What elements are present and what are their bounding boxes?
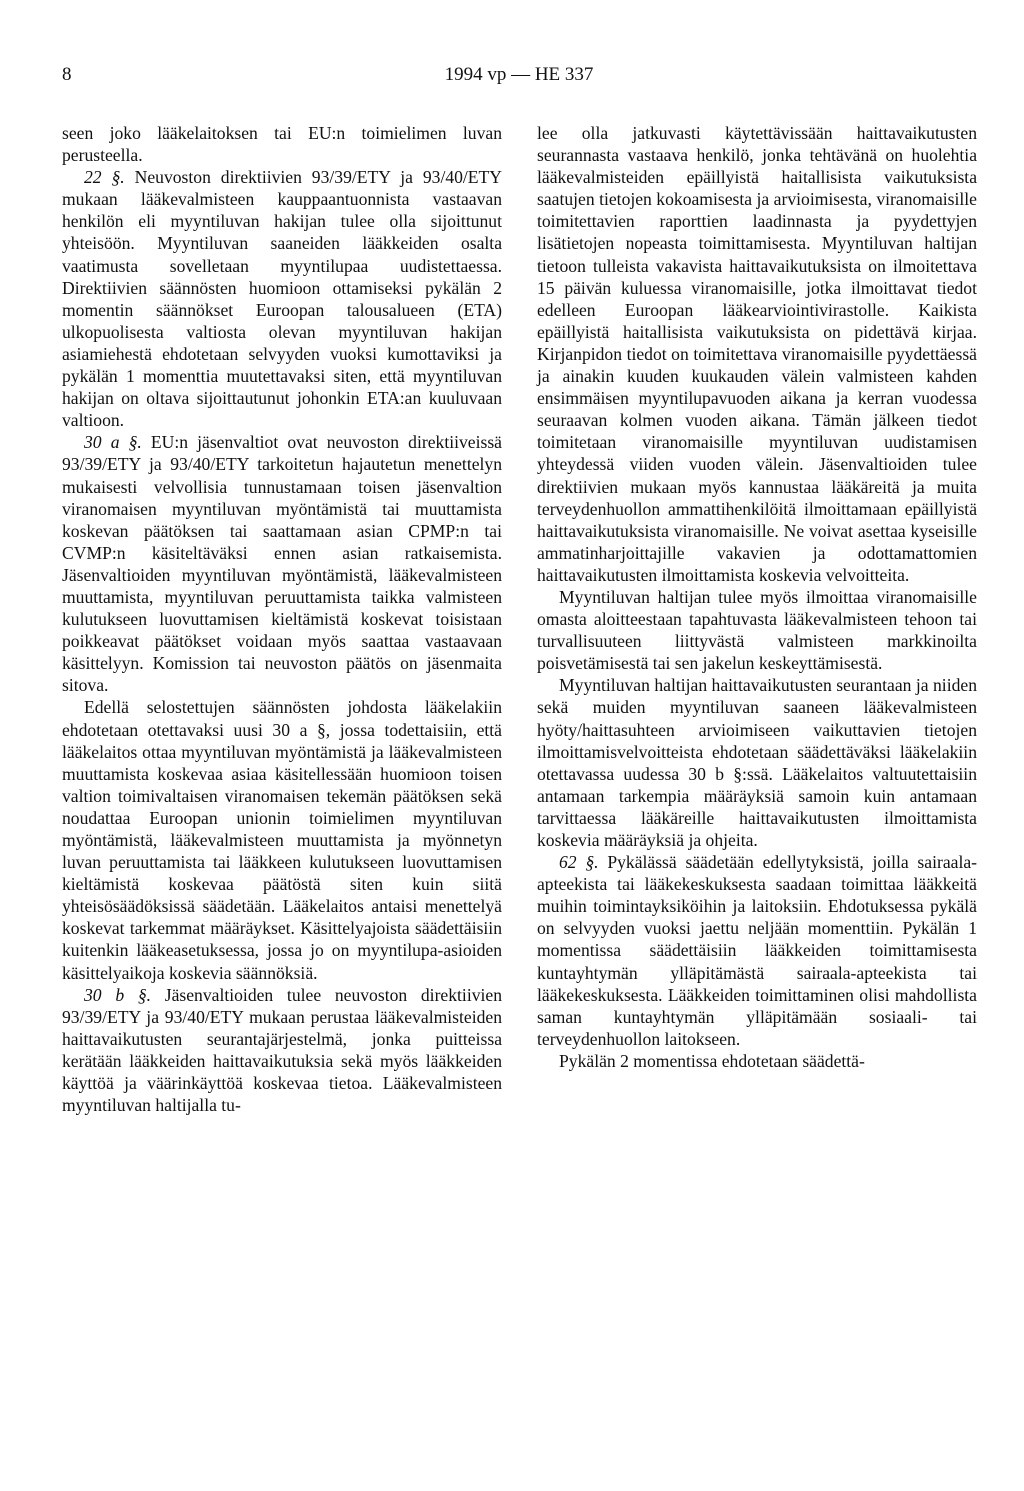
paragraph-text: Pykälän 2 momentissa ehdotetaan säädettä- — [559, 1050, 865, 1071]
section-ref: 30 a §. — [84, 432, 142, 453]
right-column — [537, 122, 977, 1072]
page-number: 8 — [62, 64, 72, 85]
paragraph — [537, 1050, 977, 1072]
left-column — [62, 122, 502, 1116]
running-title: 1994 vp — HE 337 — [444, 64, 594, 85]
paragraph — [62, 696, 502, 983]
paragraph — [537, 122, 977, 586]
section-ref: 22 §. — [84, 167, 125, 188]
page-header — [62, 64, 976, 94]
paragraph-text: EU:n jäsenvaltiot ovat neuvoston direktiiveissä 93/39/ETY ja 93/40/ETY tarkoitetun hajautetun menettelyn mukaisesti velvollisia tunnustamaan toisen jäsenvaltion viranomaisen myyntiluvan myöntämistä tai muuttamista koskevan päätöksen tai saattamaan asian CPMP:n tai CVMP:n käsiteltäväksi ennen asian ratkaisemista. Jäsenvaltioiden myyntiluvan myöntämistä, lääkevalmisteen muuttamista, myyntiluvan peruuttamista taikka valmisteen kulutukseen luovuttamisen kieltämistä koskevat toisistaan poikkeavat päätökset voidaan myös saattaa vastaavaan käsittelyyn. Komission tai neuvoston päätös on jäsenmaita sitova. — [62, 432, 502, 696]
paragraph-text: Neuvoston direktiivien 93/39/ETY ja 93/40/ETY mukaan lääkevalmisteen kauppaantuonnista vastaavan henkilön eli myyntiluvan hakijan tulee olla sijoittunut yhteisöön. Myyntiluvan saaneiden lääkkeiden osalta vaatimusta sovelletaan myyntilupaa uudistettaessa. Direktiivien säännösten huomioon ottamiseksi pykälän 2 momentin säännökset Euroopan talousalueen (ETA) ulkopuolisesta valtiosta olevan myyntiluvan hakijan asiamiehestä ehdotetaan selvyyden vuoksi kumottaviksi ja pykälän 1 momenttia muutettavaksi siten, että myyntiluvan hakijan on oltava sijoittautunut johonkin ETA:an kuuluvaan valtioon. — [62, 167, 503, 431]
paragraph — [62, 166, 502, 431]
paragraph — [537, 586, 977, 674]
paragraph — [62, 984, 502, 1117]
paragraph-text: Edellä selostettujen säännösten johdosta lääkelakiin ehdotetaan otettavaksi uusi 30 a §, jossa todettaisiin, että lääkelaitos ottaa myyntiluvan myöntämistä ja lääkevalmisteen muuttamista koskevaa asiaa käsitellessään huomioon toisen valtion toimivaltaisen viranomaisen tekemän päätöksen sekä noudattaa Euroopan unionin toimielimen myyntiluvan myöntämistä, lääkevalmisteen muuttamista ja myönnetyn luvan peruuttamista tai lääkkeen kulutukseen luovuttamisen kieltämistä koskevaa päätöstä siten kuin siitä yhteisösäädöksissä säädetään. Lääkelaitos antaisi menettelyä koskevat tarkemmat määräykset. Käsittelyajoista säädettäisiin kuitenkin lääkeasetuksessa, jossa jo on myyntilupa-asioiden käsittelyaikoja koskevia säännöksiä. — [62, 697, 502, 983]
paragraph — [537, 851, 977, 1050]
paragraph-text: lee olla jatkuvasti käytettävissään haittavaikutusten seurannasta vastaava henkilö, jonka tehtävänä on huolehtia lääkevalmisteiden epäillyistä haitallisista vaikutuksista saatujen tietojen kokoamisesta ja arvioimisesta, viranomaisille toimitettavien raporttien laadinnasta ja pyydettyjen lisätietojen nopeasta toimittamisesta. Myyntiluvan haltijan tietoon tulleista vakavista haittavaikutuksista on ilmoitettava 15 päivän kuluessa viranomaisille, jotka ilmoittavat tiedot edelleen Euroopan lääkearviointivirastolle. Kaikista epäillyistä haitallisista vaikutuksista on pidettävä kirjaa. Kirjanpidon tiedot on toimitettava viranomaisille pyydettäessä ja ainakin kuuden kuukauden välein valmisteen kahden ensimmäisen myyntilupavuoden aikana ja kerran vuodessa seuraavan kolmen vuoden aikana. Tämän jälkeen tiedot toimitetaan viranomaisille myyntiluvan uudistamisen yhteydessä viiden vuoden välein. Jäsenvaltioiden tulee direktiivien mukaan myös kannustaa lääkäreitä ja muita terveydenhuollon ammattihenkilöitä ilmoittamaan epäillyistä haittavaikutuksista viranomaisille. Ne voivat asettaa kyseisille ammatinharjoittajille vakavien ja odottamattomien haittavaikutusten ilmoittamista koskevia velvoitteita. — [537, 123, 977, 585]
paragraph-text: seen joko lääkelaitoksen tai EU:n toimielimen luvan perusteella. — [62, 123, 502, 166]
paragraph-text: Pykälässä säädetään edellytyksistä, joilla sairaala-apteekista tai lääkekeskuksesta saadaan toimittaa lääkkeitä muihin toimintayksiköihin ja laitoksiin. Ehdotuksessa pykälä on selvyyden vuoksi jaettu neljään momenttiin. Pykälän 1 momentissa säädettäisiin lääkkeiden toimittamisesta kuntayhtymän ylläpitämästä sairaala-apteekista tai lääkekeskuksesta. Lääkkeiden toimittaminen olisi mahdollista saman kuntayhtymän ylläpitämään sosiaali- tai terveydenhuollon laitokseen. — [537, 852, 978, 1049]
paragraph-text: Myyntiluvan haltijan tulee myös ilmoittaa viranomaisille omasta aloitteestaan tapahtuvasta lääkevalmisteen tehoon tai turvallisuuteen liittyvästä valmisteen markkinoilta poisvetämisestä tai sen jakelun keskeyttämisestä. — [537, 586, 977, 674]
paragraph — [62, 431, 502, 696]
paragraph-text: Myyntiluvan haltijan haittavaikutusten seurantaan ja niiden sekä muiden myyntiluvan saaneen lääkevalmisteen hyöty/haittasuhteen arvioimiseen vaikuttavien tietojen ilmoittamisvelvoitteista ehdotetaan säädettäväksi lääkelakiin otettavassa uudessa 30 b §:ssä. Lääkelaitos valtuutettaisiin antamaan tarkempia määräyksiä samoin kuin antamaan tarvittaessa lääkäreille haittavaikutusten ilmoittamista koskevia määräyksiä ja ohjeita. — [537, 675, 977, 850]
paragraph — [62, 122, 502, 166]
section-ref: 62 §. — [559, 852, 599, 873]
section-ref: 30 b §. — [84, 984, 152, 1005]
paragraph — [537, 674, 977, 851]
paragraph-text: Jäsenvaltioiden tulee neuvoston direktiivien 93/39/ETY ja 93/40/ETY mukaan perustaa lääkevalmisteiden haittavaikutusten seurantajärjestelmä, jonka puitteissa kerätään lääkkeiden haittavaikutuksia sekä myös lääkkeiden käyttöä ja väärinkäyttöä koskevaa tietoa. Lääkevalmisteen myyntiluvan haltijalla tu- — [62, 984, 502, 1116]
